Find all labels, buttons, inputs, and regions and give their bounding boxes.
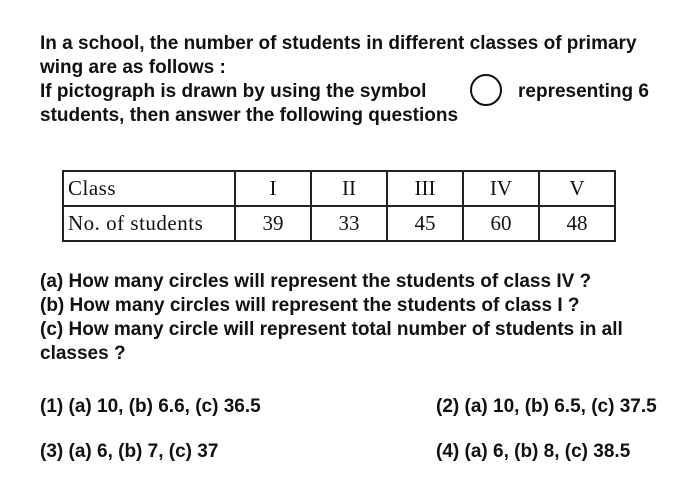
question-line-1: In a school, the number of students in different classes of primary (40, 33, 637, 54)
question-line-4: students, then answer the following questions (40, 105, 459, 126)
sub-question-b: (b) How many circles will represent the students of class I ? (40, 295, 580, 316)
table-header-students: No. of students (63, 206, 235, 241)
table-row-students (63, 206, 615, 241)
table-cell-students: 60 (463, 206, 539, 241)
table-cell-class: V (539, 171, 615, 206)
sub-question-c: (c) How many circle will represent total number of students in all (40, 319, 623, 340)
table-header-class: Class (63, 171, 235, 206)
question-line-3-after: representing 6 (518, 81, 649, 102)
question-line-3: If pictograph is drawn by using the symbol (40, 81, 427, 102)
circle-icon (470, 74, 502, 106)
table-cell-class: I (235, 171, 311, 206)
table-cell-class: II (311, 171, 387, 206)
table-cell-students: 48 (539, 206, 615, 241)
table-cell-class: IV (463, 171, 539, 206)
table-cell-students: 33 (311, 206, 387, 241)
sub-question-c-cont: classes ? (40, 343, 126, 364)
option-1[interactable]: (1) (a) 10, (b) 6.6, (c) 36.5 (40, 396, 261, 417)
table-cell-students: 39 (235, 206, 311, 241)
question-line-2: wing are as follows : (40, 57, 226, 78)
option-2[interactable]: (2) (a) 10, (b) 6.5, (c) 37.5 (436, 396, 657, 417)
students-table (62, 170, 616, 242)
table-cell-class: III (387, 171, 463, 206)
option-4[interactable]: (4) (a) 6, (b) 8, (c) 38.5 (436, 441, 631, 462)
sub-question-a: (a) How many circles will represent the students of class IV ? (40, 271, 592, 292)
table-row-class (63, 171, 615, 206)
table-cell-students: 45 (387, 206, 463, 241)
option-3[interactable]: (3) (a) 6, (b) 7, (c) 37 (40, 441, 219, 462)
